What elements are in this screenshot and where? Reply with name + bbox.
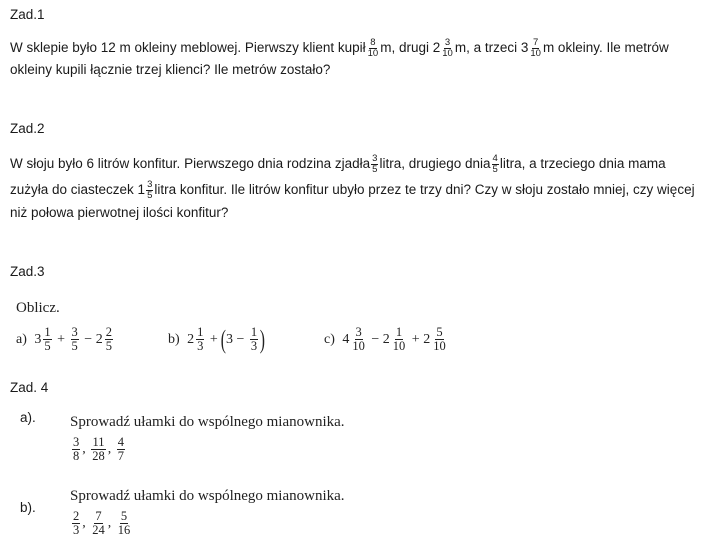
zad2-text: zużyła do ciasteczek 1 [10,182,146,197]
zad1-line1 [10,35,669,61]
fraction: $\frac{3}{5}$ [147,178,153,201]
expr-c: c) 4 $\frac{3}{10}$ − 2 $\frac{1}{10}$ + 2 $\frac{5}{10}$ [324,325,446,354]
fraction: $\frac{3}{10}$ [442,36,453,59]
zad4-heading: Zad. 4 [10,380,49,395]
expr-label: c) [324,332,335,347]
zad2-text: litra konfitur. Ile litrów konfitur ubyło przez te trzy dni? Czy w słoju zostało mniej, czy więcej [154,182,695,197]
zad3-heading: Zad.3 [10,264,45,279]
expr-label: b) [168,332,180,347]
fraction: $\frac{7}{10}$ [530,36,541,59]
zad4b-label: b). [20,500,36,515]
zad4b-fractions: $\frac{2}{3}$ , $\frac{7}{24}$ , $\frac{5}{16}$ [73,509,131,537]
oblicz-label: Oblicz. [16,300,60,316]
zad1-heading: Zad.1 [10,7,45,22]
expr-a: a) 3 $\frac{1}{5}$ + $\frac{3}{5}$ − 2 $\frac{2}{5}$ [16,325,112,354]
zad1-text: m, drugi 2 [380,40,441,55]
zad1-text: W sklepie było 12 m okleiny meblowej. Pierwszy klient kupił [10,40,366,55]
zad2-text: litra, drugiego dnia [379,156,491,171]
zad2-line1 [10,151,666,177]
fraction: $\frac{4}{5}$ [492,152,498,175]
zad4b-instruction: Sprowadź ułamki do wspólnego mianownika. [70,488,345,504]
fraction: $\frac{3}{5}$ [372,152,378,175]
expr-b: b) 2 $\frac{1}{3}$ + (3 − $\frac{1}{3}$ ) [168,324,266,354]
zad2-heading: Zad.2 [10,121,45,136]
zad2-text: W słoju było 6 litrów konfitur. Pierwszego dnia rodzina zjadła [10,156,371,171]
zad2-line3: niż połowa pierwotnej ilości konfitur? [10,205,229,220]
zad2-text: litra, a trzeciego dnia mama [499,156,666,171]
expr-label: a) [16,332,27,347]
zad1-text: m okleiny. Ile metrów [542,40,669,55]
zad4a-fractions: $\frac{3}{8}$ , $\frac{11}{28}$ , $\frac{4}{7}$ [73,435,124,463]
fraction: $\frac{8}{10}$ [367,36,379,59]
zad4a-label: a). [20,410,36,425]
zad4a-instruction: Sprowadź ułamki do wspólnego mianownika. [70,414,345,430]
zad1-line2: okleiny kupili łącznie trzej klienci? Ile metrów zostało? [10,62,331,77]
zad1-text: m, a trzeci 3 [454,40,529,55]
zad2-line2 [10,177,695,203]
